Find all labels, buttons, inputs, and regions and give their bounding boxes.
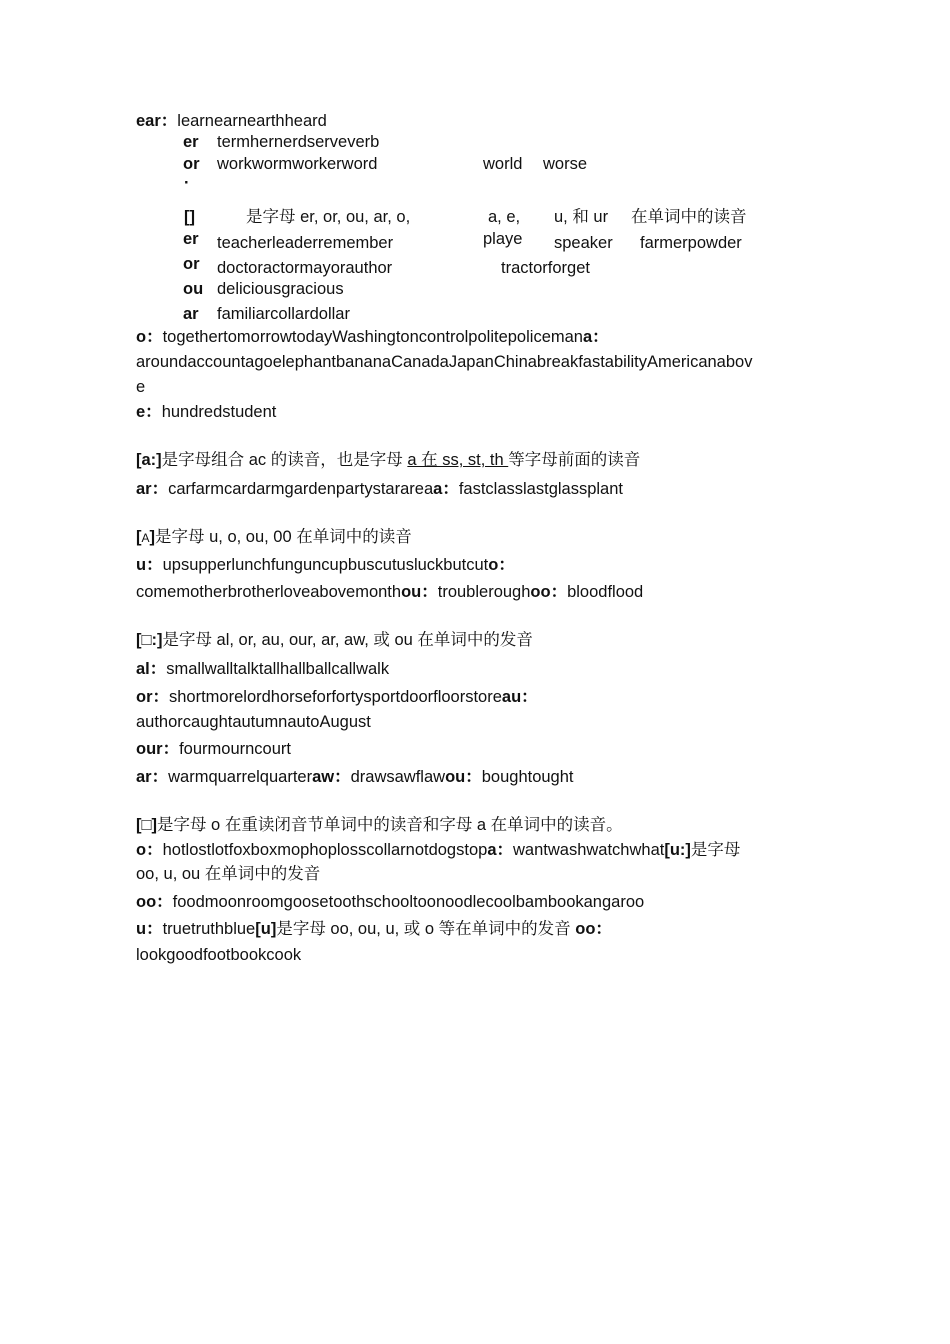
wedge-u-label: u： [136,556,163,574]
schwa-er-extra-speaker: speaker [554,234,613,252]
schwa-o-line [136,328,609,348]
open-o-ou-label: ou： [445,768,482,786]
schwa-desc-b: a, e, [488,208,521,226]
wedge-symbol-open: [ [136,528,142,546]
schwa-er-extra-playe: playe [483,230,523,248]
u-long-u-line [136,920,612,940]
ear-line [136,112,327,132]
wedge-ou-words: troublerough [437,583,531,601]
u-long-oo-words: foodmoonroomgoosetoothschooltoonoodlecoolbambookangaroo [172,893,645,911]
ear-label: ear： [136,112,178,130]
wedge-desc: 是字母 u, o, ou, 00 在单词中的读音 [155,528,412,546]
er-words: termhernerdserveverb [217,133,380,151]
or-extra-world: world [483,155,523,173]
wedge-symbol-mid: A [141,531,150,545]
short-o-symbol: [□] [136,816,157,834]
schwa-a-label: a： [582,328,609,346]
open-o-au-words: authorcaughtautumnautoAugust [136,713,371,731]
open-o-au-label: au： [501,688,538,706]
open-o-our-label: our： [136,740,180,758]
u-long-desc-2: oo, u, ou 在单词中的发音 [136,865,321,883]
u-short-desc: 是字母 oo, ou, u, 或 o 等在单词中的发音 [276,920,576,938]
open-o-al-line [136,660,389,680]
schwa-e-label: e： [136,403,162,421]
short-o-o-words: hotlostlotfoxboxmophoplosscollarnotdogstop [162,841,488,859]
schwa-er-words: teacherleaderremember [217,234,394,252]
open-o-al-words: smallwalltalktallhallballcallwalk [166,660,390,678]
short-o-o-label: o： [136,841,163,859]
schwa-or-words: doctoractormayorauthor [217,259,393,277]
open-o-al-label: al： [136,660,167,678]
short-o-a-label: a： [487,841,513,859]
u-short-oo-words: lookgoodfootbookcook [136,946,302,964]
short-o-a-words: wantwashwatchwhat [513,841,665,859]
schwa-ou-words: deliciousgracious [217,280,344,298]
short-o-o-line [136,841,740,861]
schwa-a-words-2: e [136,378,146,396]
a-long-heading [136,451,640,471]
schwa-ou-label: ou [183,280,204,298]
u-long-oo-line [136,893,644,913]
wedge-u-line [136,556,515,576]
u-long-desc-1: 是字母 [690,841,741,859]
open-o-or-label: or： [136,688,169,706]
a-long-desc-underlined: a 在 ss, st, th [407,451,509,469]
open-o-ou-words: boughtought [481,768,574,786]
u-short-oo-label: oo： [575,920,612,938]
wedge-ou-label: ou： [401,583,438,601]
schwa-or-label: or [183,255,200,273]
a-long-words-line [136,480,623,500]
open-o-aw-words: drawsawflaw [350,768,446,786]
schwa-e-line [136,403,276,423]
open-o-our-line [136,740,291,760]
schwa-er-label: er [183,230,199,248]
schwa-ar-label: ar [183,305,199,323]
or-label: or [183,155,200,173]
schwa-a-words-1: aroundaccountagoelephantbananaCanadaJapanChinabreakfastabilityAmericanabov [136,353,753,371]
a-long-desc-1: 是字母组合 ac 的读音，也是字母 [161,451,408,469]
open-o-ar-words: warmquarrelquarter [168,768,313,786]
wedge-symbol-close: ] [149,528,156,546]
schwa-e-words: hundredstudent [161,403,277,421]
ear-words: learnearnearthheard [177,112,327,130]
or-words: workwormworkerword [217,155,378,173]
or-extra-worse: worse [543,155,588,173]
schwa-desc-d: 在单词中的读音 [631,208,747,226]
dot-mark: · [184,174,190,192]
open-o-or-line [136,688,538,708]
schwa-symbol: [] [184,208,195,226]
short-o-desc: 是字母 o 在重读闭音节单词中的读音和字母 a 在单词中的读音。 [156,816,623,834]
schwa-o-words: togethertomorrowtodayWashingtoncontrolpolitepoliceman [162,328,583,346]
a-long-a-label: a： [433,480,459,498]
short-o-heading [136,816,623,836]
u-long-symbol: [u:] [664,841,691,859]
open-o-ar-line [136,768,574,788]
wedge-oo-label: oo： [530,583,568,601]
wedge-heading [136,528,412,548]
open-o-desc: 是字母 al, or, au, our, ar, aw, 或 ou 在单词中的发音 [162,631,533,649]
u-long-u-words: truetruthblue [162,920,256,938]
schwa-desc-a: 是字母 er, or, ou, ar, o, [246,208,411,226]
a-long-symbol: [a:] [136,451,162,469]
a-long-a-words: fastclasslastglassplant [458,480,623,498]
u-short-symbol: [u] [255,920,277,938]
open-o-symbol: [□:] [136,631,163,649]
u-long-u-label: u： [136,920,163,938]
schwa-or-extra: tractorforget [501,259,590,277]
open-o-ar-label: ar： [136,768,169,786]
a-long-ar-label: ar： [136,480,169,498]
wedge-o-words: comemotherbrotherloveabovemonth [136,583,402,601]
a-long-ar-words: carfarmcardarmgardenpartystararea [168,480,434,498]
schwa-ar-words: familiarcollardollar [217,305,350,323]
schwa-desc-c: u, 和 ur [554,208,609,226]
open-o-or-words: shortmorelordhorseforfortysportdoorfloorstore [169,688,502,706]
wedge-oo-words: bloodflood [567,583,644,601]
open-o-heading [136,631,533,651]
u-long-oo-label: oo： [136,893,173,911]
er-label: er [183,133,199,151]
open-o-our-words: fourmourncourt [179,740,291,758]
wedge-o-label: o： [488,556,515,574]
wedge-u-words: upsupperlunchfunguncupbuscutusluckbutcut [162,556,489,574]
open-o-aw-label: aw： [312,768,351,786]
a-long-desc-2: 等字母前面的读音 [508,451,641,469]
schwa-o-label: o： [136,328,163,346]
schwa-er-extra-farmer: farmerpowder [640,234,742,252]
wedge-o-line [136,583,643,603]
